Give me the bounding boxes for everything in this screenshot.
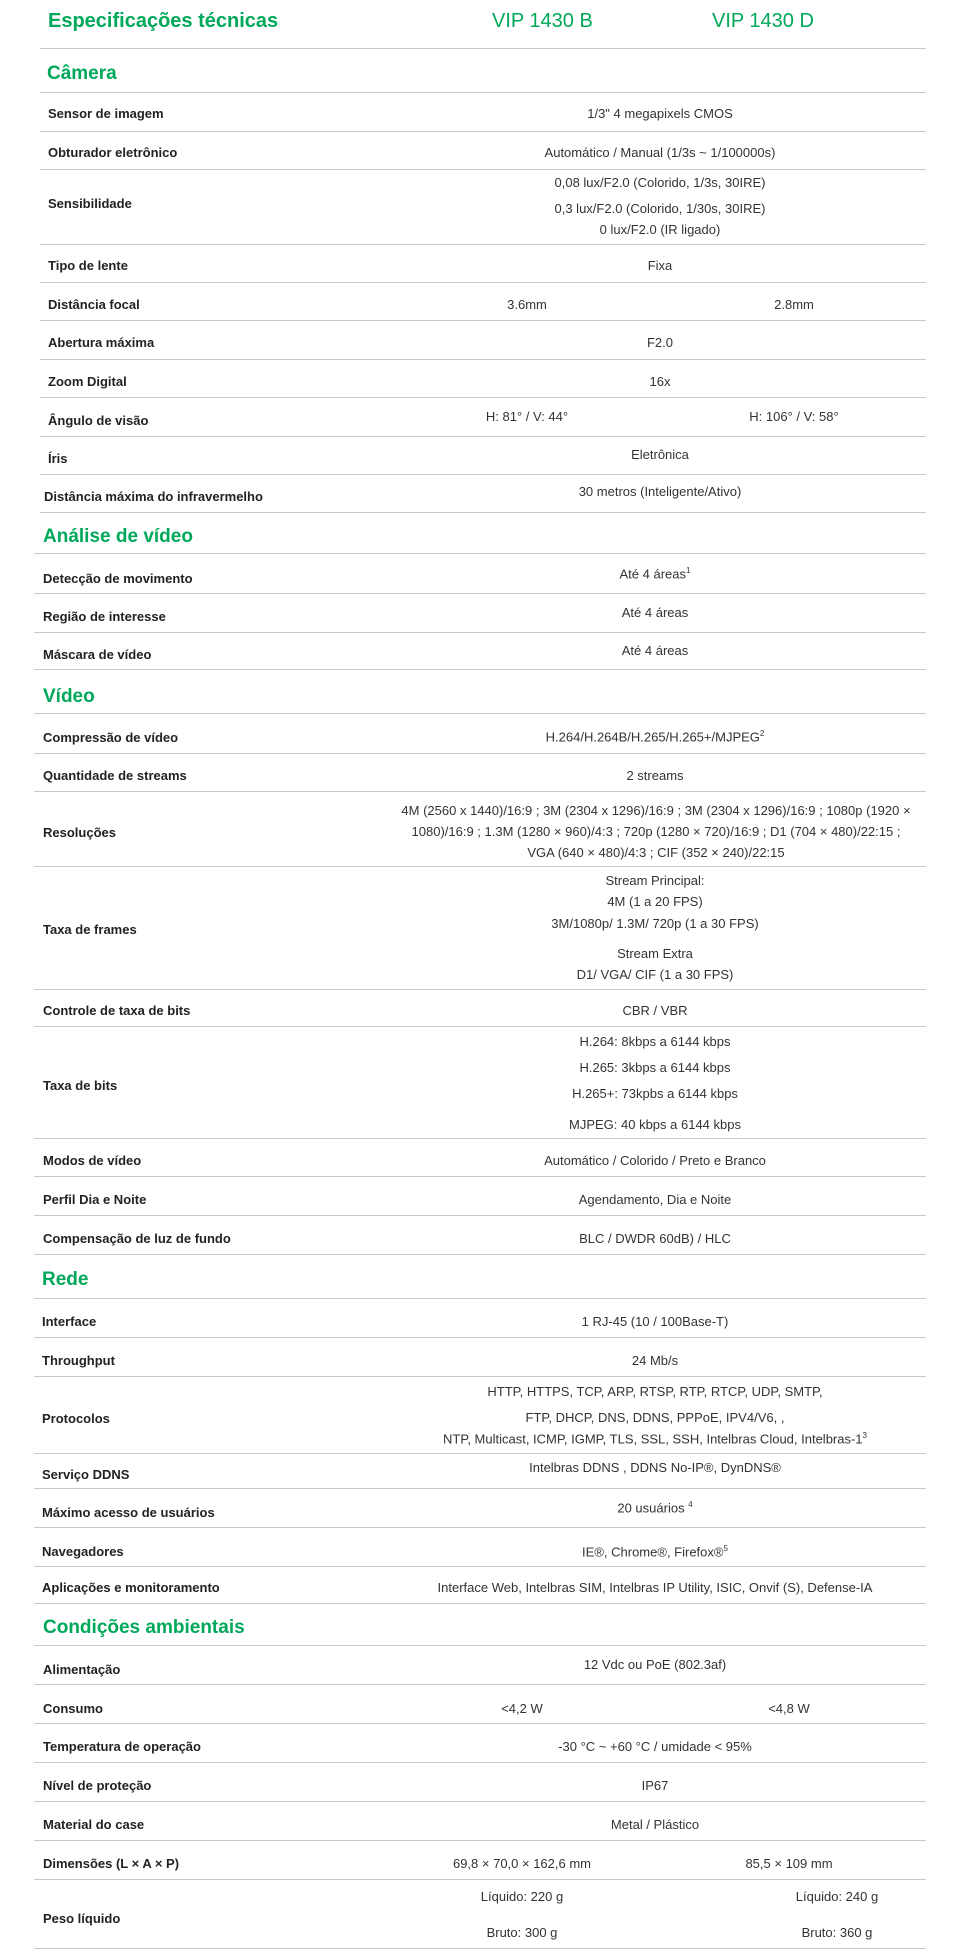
row-value: 0,3 lux/F2.0 (Colorido, 1/30s, 30IRE) — [554, 201, 766, 216]
row-label: Dimensões (L × A × P) — [43, 1856, 180, 1871]
row-label: Região de interesse — [43, 609, 166, 624]
row-value: H.265: 3kbps a 6144 kbps — [579, 1060, 731, 1075]
model-d-title: VIP 1430 D — [712, 10, 814, 32]
divider — [40, 92, 926, 93]
row-label: Máximo acesso de usuários — [42, 1505, 215, 1520]
divider — [40, 436, 926, 437]
row-value: $H.264/H.264B/H.265/H.265+/MJPEG^2$ — [545, 729, 765, 745]
divider — [34, 669, 926, 670]
row-value: MJPEG: 40 kbps a 6144 kbps — [569, 1117, 741, 1132]
divider — [34, 1527, 926, 1528]
divider — [34, 1298, 926, 1299]
value-model-b: H: 81° / V: 44° — [485, 409, 569, 424]
divider — [34, 791, 926, 792]
divider — [34, 1645, 926, 1646]
row-value: 1/3" 4 megapixels CMOS — [587, 106, 733, 121]
value-model-b: 69,8 × 70,0 × 162,6 mm — [452, 1856, 592, 1871]
row-value: Fixa — [647, 258, 673, 273]
row-value: FTP, DHCP, DNS, DDNS, PPPoE, IPV4/V6, , — [525, 1410, 785, 1425]
row-value: Stream Principal: — [605, 873, 705, 888]
divider — [40, 48, 926, 49]
row-value: 30 metros (Inteligente/Ativo) — [578, 484, 742, 499]
row-label: Peso líquido — [43, 1911, 121, 1926]
row-label: Sensor de imagem — [48, 106, 164, 121]
row-label: Alimentação — [43, 1662, 121, 1677]
row-label: Aplicações e monitoramento — [42, 1580, 220, 1595]
row-label: Quantidade de streams — [43, 768, 187, 783]
divider — [34, 713, 926, 714]
value-model-d: Líquido: 240 g — [795, 1889, 879, 1904]
row-label: Sensibilidade — [48, 196, 132, 211]
row-value: IP67 — [641, 1778, 669, 1793]
row-value: 2 streams — [626, 768, 684, 783]
row-label: Compensação de luz de fundo — [43, 1231, 231, 1246]
divider — [34, 1215, 926, 1216]
row-label: Compressão de vídeo — [43, 730, 179, 745]
row-value: Interface Web, Intelbras SIM, Intelbras IP Utility, ISIC, Onvif (S), Defense-IA — [437, 1580, 873, 1595]
row-label: Zoom Digital — [48, 374, 127, 389]
divider — [34, 1948, 926, 1949]
row-label: Navegadores — [42, 1544, 124, 1559]
value-model-b: <4,2 W — [501, 1701, 543, 1716]
value-model-d: <4,8 W — [768, 1701, 810, 1716]
row-value: Automático / Manual (1/3s ~ 1/100000s) — [544, 145, 776, 160]
divider — [34, 1488, 926, 1489]
row-label: Consumo — [43, 1701, 103, 1716]
row-label: Distância focal — [48, 297, 140, 312]
divider — [40, 359, 926, 360]
divider — [34, 1254, 926, 1255]
row-value: 3M/1080p/ 1.3M/ 720p (1 a 30 FPS) — [551, 916, 759, 931]
row-value: F2.0 — [646, 335, 673, 350]
row-value: 24 Mb/s — [631, 1353, 679, 1368]
divider — [40, 397, 926, 398]
row-value: CBR / VBR — [622, 1003, 688, 1018]
row-value: NTP, Multicast, ICMP, IGMP, TLS, SSL, SSH, Intelbras Cloud, Intelbras-$1^3$ — [443, 1431, 867, 1447]
divider — [40, 512, 926, 513]
divider — [34, 866, 926, 867]
model-b-title: VIP 1430 B — [492, 10, 593, 32]
row-value: HTTP, HTTPS, TCP, ARP, RTSP, RTP, RTCP, UDP, SMTP, — [487, 1384, 823, 1399]
page-title: Especificações técnicas — [48, 10, 279, 32]
row-value: 16x — [649, 374, 671, 389]
value-model-d: 85,5 × 109 mm — [745, 1856, 833, 1871]
row-label: Obturador eletrônico — [48, 145, 178, 160]
row-value: Intelbras DDNS , DDNS No-IP®, DynDNS® — [529, 1460, 781, 1475]
divider — [34, 593, 926, 594]
row-value: Agendamento, Dia e Noite — [578, 1192, 732, 1207]
value-model-b: Líquido: 220 g — [480, 1889, 564, 1904]
divider — [40, 282, 926, 283]
row-value: H.265+: 73kpbs a 6144 kbps — [572, 1086, 738, 1101]
divider — [34, 553, 926, 554]
row-label: Modos de vídeo — [43, 1153, 142, 1168]
divider — [34, 1566, 926, 1567]
divider — [34, 1723, 926, 1724]
row-label: Taxa de frames — [43, 922, 137, 937]
row-value: 4M (1 a 20 FPS) — [607, 894, 703, 909]
row-value: Até 4 áreas$^1$ — [619, 566, 691, 582]
row-value: IE®, Chrome®, Firefox®$^5$ — [582, 1544, 728, 1560]
row-value: Automático / Colorido / Preto e Branco — [544, 1153, 766, 1168]
divider — [34, 1879, 926, 1880]
value-model-b: 3.6mm — [507, 297, 547, 312]
divider — [34, 1603, 926, 1604]
divider — [34, 1138, 926, 1139]
divider — [40, 474, 926, 475]
row-label: Controle de taxa de bits — [43, 1003, 191, 1018]
divider — [40, 169, 926, 170]
row-value: Até 4 áreas — [621, 605, 689, 620]
divider — [34, 1762, 926, 1763]
row-value: Stream Extra — [617, 946, 693, 961]
divider — [34, 1176, 926, 1177]
row-value: Até 4 áreas — [621, 643, 689, 658]
divider — [34, 1840, 926, 1841]
section-title-camera: Câmera — [47, 63, 117, 84]
row-label: Perfil Dia e Noite — [43, 1192, 147, 1207]
divider — [40, 320, 926, 321]
row-value: Metal / Plástico — [610, 1817, 700, 1832]
divider — [40, 244, 926, 245]
divider — [34, 1376, 926, 1377]
value-model-d: Bruto: 360 g — [801, 1925, 873, 1940]
spec-header — [0, 0, 976, 48]
row-label: Throughput — [42, 1353, 115, 1368]
row-label: Taxa de bits — [43, 1078, 118, 1093]
divider — [34, 1453, 926, 1454]
row-label: Serviço DDNS — [42, 1467, 130, 1482]
row-label: Íris — [48, 451, 68, 466]
divider — [34, 1684, 926, 1685]
row-label: Material do case — [43, 1817, 145, 1832]
row-value: 1 RJ-45 (10 / 100Base-T) — [581, 1314, 729, 1329]
row-value: D1/ VGA/ CIF (1 a 30 FPS) — [576, 967, 734, 982]
section-title-video: Vídeo — [43, 686, 95, 707]
row-label: Nível de proteção — [43, 1778, 152, 1793]
value-model-b: Bruto: 300 g — [486, 1925, 558, 1940]
row-value: 20 usuários $^4$ — [617, 1500, 693, 1516]
value-model-d: 2.8mm — [774, 297, 814, 312]
divider — [34, 989, 926, 990]
row-value: 0,08 lux/F2.0 (Colorido, 1/3s, 30IRE) — [554, 175, 766, 190]
divider — [34, 1337, 926, 1338]
row-value: -30 °C ~ +60 °C / umidade < 95% — [558, 1739, 752, 1754]
row-value: BLC / DWDR 60dB) / HLC — [579, 1231, 731, 1246]
section-title-analise: Análise de vídeo — [43, 526, 193, 547]
divider — [40, 131, 926, 132]
row-label: Distância máxima do infravermelho — [44, 489, 263, 504]
row-value: 4M (2560 x 1440)/16:9 ; 3M (2304 x 1296)/16:9 ; 3M (2304 x 1296)/16:9 ; 1080p (1920 × 1080)/16:9 ; 1.3M (1280 × 960)/4:3 ; 720p (1280 × 720)/16:9 ; D1 (704 × 480)/22:15 ; VGA (640 × 480)/4:3 ; CIF (352 × 240)/22:15 — [401, 803, 911, 860]
row-label: Detecção de movimento — [43, 571, 193, 586]
divider — [34, 753, 926, 754]
row-value: Eletrônica — [631, 447, 689, 462]
value-model-d: H: 106° / V: 58° — [749, 409, 839, 424]
divider — [34, 632, 926, 633]
row-value: H.264: 8kbps a 6144 kbps — [579, 1034, 731, 1049]
row-label: Protocolos — [42, 1411, 110, 1426]
section-title-ambiente: Condições ambientais — [43, 1617, 245, 1638]
row-value: 0 lux/F2.0 (IR ligado) — [599, 222, 721, 237]
row-label: Temperatura de operação — [43, 1739, 201, 1754]
divider — [34, 1026, 926, 1027]
row-label: Tipo de lente — [48, 258, 128, 273]
row-label: Resoluções — [43, 825, 116, 840]
row-value: 12 Vdc ou PoE (802.3af) — [583, 1657, 727, 1672]
row-label: Interface — [42, 1314, 97, 1329]
row-label: Máscara de vídeo — [43, 647, 152, 662]
row-label: Ângulo de visão — [48, 413, 149, 428]
row-label: Abertura máxima — [48, 335, 155, 350]
section-title-rede: Rede — [42, 1269, 89, 1290]
divider — [34, 1801, 926, 1802]
